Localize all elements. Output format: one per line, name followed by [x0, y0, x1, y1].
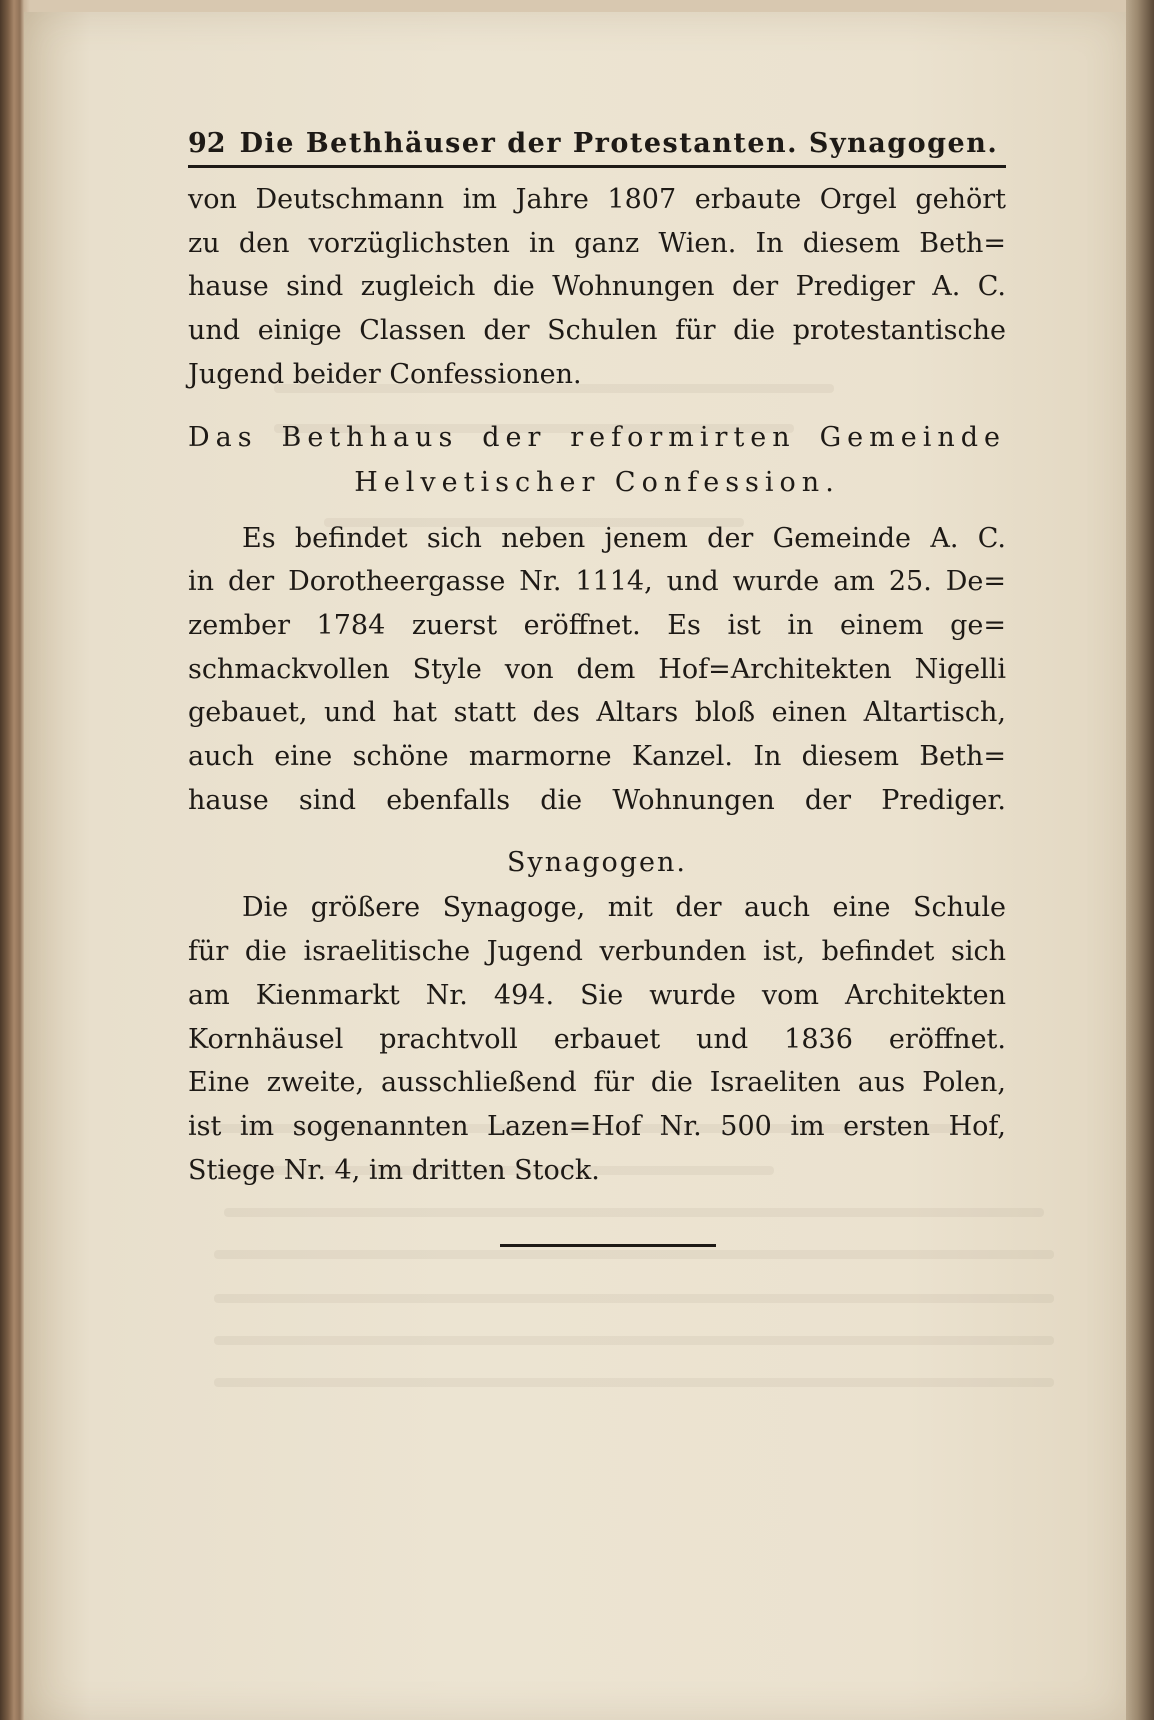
text-line: auch eine schöne marmorne Kanzel. In diesem Beth=: [188, 741, 1006, 773]
text-line: Die größere Synagoge, mit der auch eine Schule: [242, 892, 1006, 924]
closing-rule: [500, 1244, 716, 1247]
running-header: [188, 128, 1006, 168]
text-line: hause sind ebenfalls die Wohnungen der Prediger.: [188, 784, 1006, 816]
text-line: Kornhäusel prachtvoll erbauet und 1836 eröffnet.: [188, 1023, 1006, 1055]
text-line: in der Dorotheergasse Nr. 1114, und wurde am 25. De=: [188, 566, 1006, 598]
text-line: Es befindet sich neben jenem der Gemeinde A. C.: [242, 522, 1006, 554]
section-heading-synagogues: Synagogen.: [506, 847, 687, 879]
section-heading-reformed-continued: Helvetischer Confession.: [354, 466, 840, 498]
text-line: zember 1784 zuerst eröffnet. Es ist in einem ge=: [188, 609, 1006, 641]
text-line: für die israelitische Jugend verbunden ist, befindet sich: [188, 936, 1006, 968]
section-heading-reformed: Das Bethhaus der reformirten Gemeinde: [188, 421, 1006, 453]
text-line: und einige Classen der Schulen für die protestantische: [188, 315, 1006, 347]
text-line: hause sind zugleich die Wohnungen der Prediger A. C.: [188, 271, 1006, 303]
text-line: am Kienmarkt Nr. 494. Sie wurde vom Architekten: [188, 979, 1006, 1011]
text-line: schmackvollen Style von dem Hof=Architekten Nigelli: [188, 653, 1006, 685]
text-line: Jugend beider Confessionen.: [188, 358, 582, 390]
running-title: Die Bethhäuser der Protestanten. Synagogen.: [239, 128, 999, 159]
text-line: Eine zweite, ausschließend für die Israeliten aus Polen,: [188, 1067, 1006, 1099]
text-line: gebauet, und hat statt des Altars bloß einen Altartisch,: [188, 697, 1006, 729]
text-line: zu den vorzüglichsten in ganz Wien. In diesem Beth=: [188, 227, 1006, 259]
page-edge: [1126, 0, 1154, 1720]
page-number: 92: [188, 128, 226, 159]
page-text-block: [188, 128, 1006, 1192]
text-line: ist im sogenannten Lazen=Hof Nr. 500 im ersten Hof,: [188, 1110, 1006, 1142]
text-line: Stiege Nr. 4, im dritten Stock.: [188, 1154, 600, 1186]
text-line: von Deutschmann im Jahre 1807 erbaute Orgel gehört: [188, 184, 1006, 215]
